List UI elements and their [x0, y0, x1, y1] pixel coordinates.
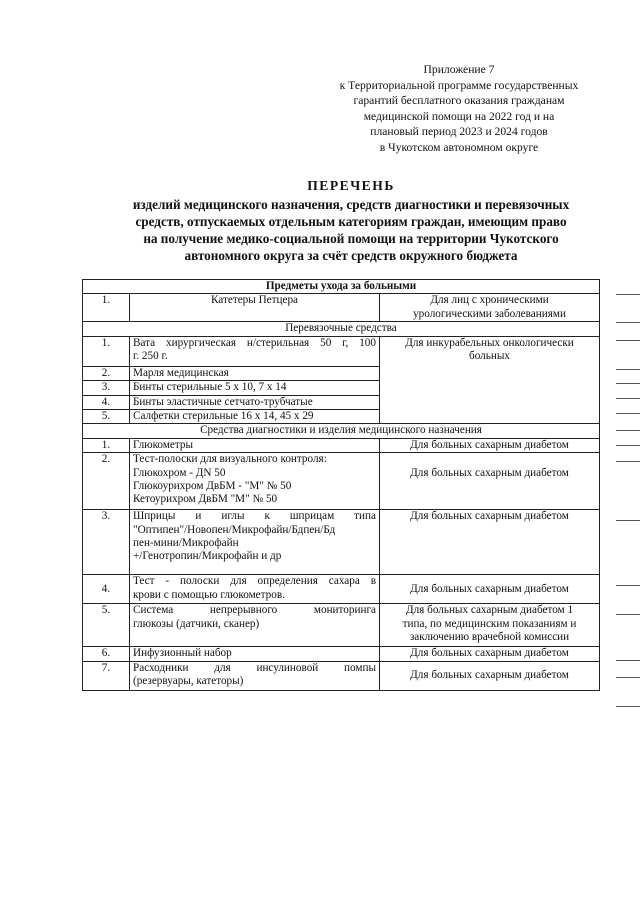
- name-line: +/Генотропин/Микрофайн и др: [133, 550, 282, 563]
- appendix-line: медицинской помощи на 2022 год и на: [363, 109, 555, 123]
- row-number: 4.: [83, 395, 130, 409]
- edge-rule: [616, 461, 640, 462]
- table-row: [83, 510, 600, 575]
- dressing-description: [380, 336, 600, 424]
- desc-line: больных: [469, 350, 510, 363]
- title-line: изделий медицинского назначения, средств диагностики и перевязочных: [132, 197, 570, 212]
- edge-rule: [616, 430, 640, 431]
- item-description: Для больных сахарным диабетом: [380, 647, 600, 661]
- title-subtitle: [78, 196, 624, 264]
- item-description: Для больных сахарным диабетом: [380, 453, 600, 510]
- item-name: Салфетки стерильные 16 х 14, 45 х 29: [130, 410, 380, 424]
- edge-rule: [616, 322, 640, 323]
- row-number: 5.: [83, 410, 130, 424]
- item-name: Бинты стерильные 5 х 10, 7 х 14: [130, 381, 380, 395]
- row-number: 7.: [83, 661, 130, 690]
- item-description: [380, 604, 600, 647]
- name-line: пен-мини/Микрофайн: [133, 537, 239, 550]
- item-description: [380, 294, 600, 322]
- section-row: [83, 424, 600, 438]
- row-number: 1.: [83, 336, 130, 366]
- name-line: Тест-полоски для визуального контроля:: [133, 453, 327, 466]
- name-line: (резервуары, катеторы): [133, 675, 244, 688]
- name-line: Система непрерывного мониторинга: [133, 604, 376, 617]
- item-name: Марля медицинская: [130, 366, 380, 380]
- desc-line: Для больных сахарным диабетом 1: [405, 604, 574, 617]
- title-line: на получение медико-социальной помощи на территории Чукотского: [143, 231, 559, 246]
- appendix-header: [318, 62, 600, 156]
- section-row: [83, 322, 600, 336]
- row-number: 4.: [83, 575, 130, 604]
- row-number: 2.: [83, 453, 130, 510]
- item-name: [130, 661, 380, 690]
- name-line: глюкозы (датчики, сканер): [133, 617, 260, 630]
- edge-rule: [616, 445, 640, 446]
- section-diag-heading: Средства диагностики и изделия медицинского назначения: [83, 424, 600, 438]
- edge-rule: [616, 369, 640, 370]
- desc-line: урологическими заболеваниями: [413, 307, 566, 320]
- desc-line: типа, по медицинским показаниям и: [402, 617, 577, 630]
- desc-line: Для лиц с хроническими: [430, 294, 549, 307]
- document-title: [78, 176, 624, 264]
- row-number: 3.: [83, 510, 130, 575]
- item-name: Глюкометры: [130, 438, 380, 452]
- items-table: [82, 279, 600, 691]
- edge-rule: [616, 706, 640, 707]
- title-main: ПЕРЕЧЕНЬ: [307, 178, 395, 193]
- edge-rule: [616, 383, 640, 384]
- name-line: "Оптипен"/Новопен/Микрофайн/Бдпен/Бд: [133, 523, 336, 536]
- item-name: [130, 604, 380, 647]
- edge-rule: [616, 585, 640, 586]
- item-name: Катетеры Петцера: [130, 294, 380, 322]
- appendix-line: Приложение 7: [423, 63, 495, 76]
- appendix-line: к Территориальной программе государственных: [339, 78, 579, 92]
- table-row: [83, 661, 600, 690]
- item-description: Для больных сахарным диабетом: [380, 438, 600, 452]
- edge-rule: [616, 660, 640, 661]
- title-line: средств, отпускаемых отдельным категориям граждан, имеющим право: [135, 214, 567, 229]
- row-number: 5.: [83, 604, 130, 647]
- table-row: [83, 294, 600, 322]
- edge-rule: [616, 520, 640, 521]
- edge-rule: [616, 340, 640, 341]
- name-line: Глюкоурихром ДвБМ - "М" № 50: [133, 480, 292, 493]
- edge-rule: [616, 677, 640, 678]
- row-number: 1.: [83, 438, 130, 452]
- name-line: Расходники для инсулиновой помпы: [133, 661, 376, 674]
- row-number: 3.: [83, 381, 130, 395]
- title-line: автономного округа за счёт средств окружного бюджета: [184, 248, 518, 263]
- edge-rule: [616, 614, 640, 615]
- name-line: г. 250 г.: [133, 350, 168, 363]
- name-line: Шприцы и иглы к шприцам типа: [133, 510, 376, 523]
- item-name: Инфузионный набор: [130, 647, 380, 661]
- table-row: [83, 575, 600, 604]
- appendix-line: плановый период 2023 и 2024 годов: [370, 125, 548, 139]
- row-number: 2.: [83, 366, 130, 380]
- item-name: [130, 575, 380, 604]
- desc-line: заключению врачебной комиссии: [409, 631, 570, 644]
- edge-rule: [616, 413, 640, 414]
- row-number: 1.: [83, 294, 130, 322]
- section-dressing-heading: Перевязочные средства: [83, 322, 600, 336]
- desc-line: Для инкурабельных онкологически: [405, 336, 574, 349]
- table-row: [83, 453, 600, 510]
- appendix-line: гарантий бесплатного оказания гражданам: [353, 94, 565, 108]
- name-line: Кетоурихром ДвБМ "М" № 50: [133, 493, 278, 506]
- table-row: [83, 647, 600, 661]
- page-edge-rules: [616, 0, 640, 905]
- row-number: 6.: [83, 647, 130, 661]
- name-line: Тест - полоски для определения сахара в: [133, 575, 376, 588]
- item-name: [130, 510, 380, 575]
- item-description: Для больных сахарным диабетом: [380, 510, 600, 575]
- name-line: крови с помощью глюкометров.: [133, 588, 285, 601]
- edge-rule: [616, 294, 640, 295]
- item-name: [130, 336, 380, 366]
- table-row: [83, 438, 600, 452]
- edge-rule: [616, 398, 640, 399]
- item-name: [130, 453, 380, 510]
- table-row: [83, 336, 600, 366]
- item-description: Для больных сахарным диабетом: [380, 575, 600, 604]
- appendix-line: в Чукотском автономном округе: [379, 140, 539, 154]
- item-description: Для больных сахарным диабетом: [380, 661, 600, 690]
- name-line: Вата хирургическая н/стерильная 50 г, 100: [133, 336, 376, 349]
- section-care-heading: Предметы ухода за больными: [83, 280, 600, 294]
- name-line: Глюкохром - ДN 50: [133, 466, 226, 479]
- item-name: Бинты эластичные сетчато-трубчатые: [130, 395, 380, 409]
- table-row: [83, 604, 600, 647]
- section-row: [83, 280, 600, 294]
